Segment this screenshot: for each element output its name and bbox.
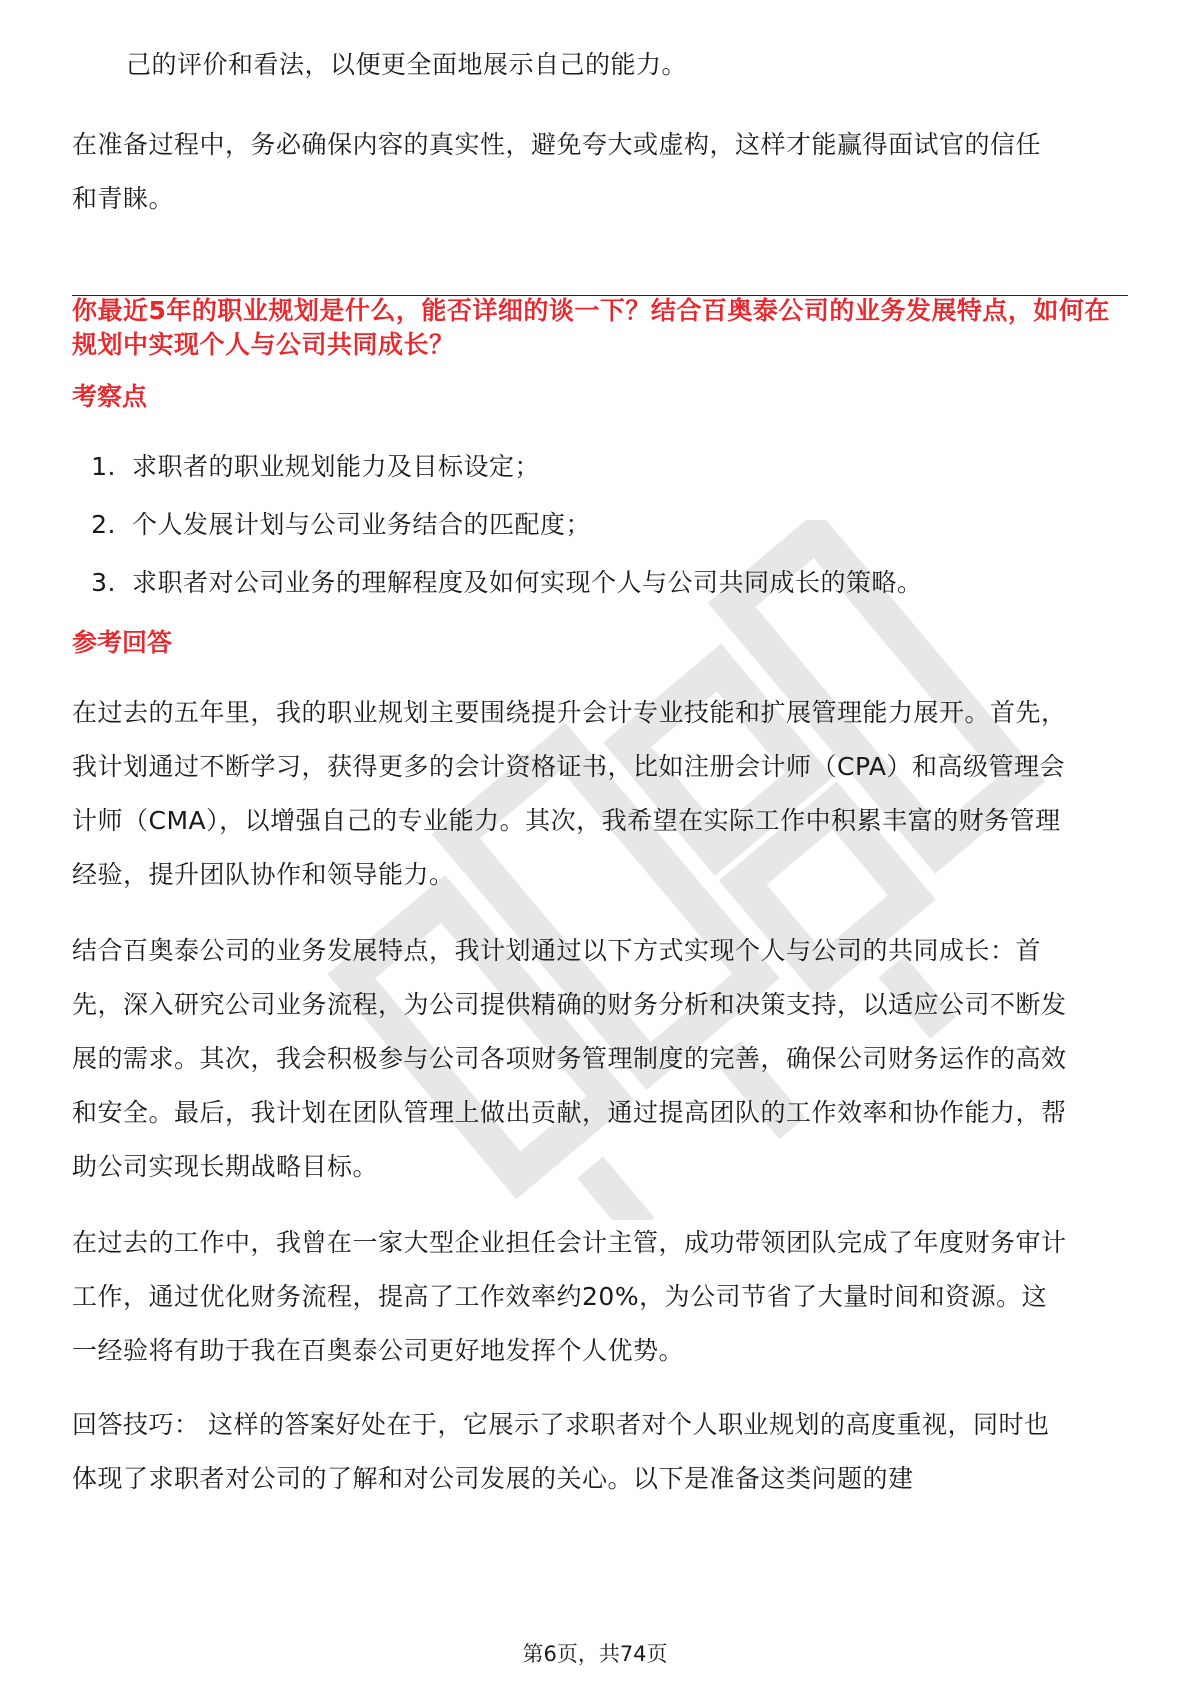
answer-paragraph: 在过去的五年里，我的职业规划主要围绕提升会计专业技能和扩展管理能力展开。首先，我计划通过不断学习，获得更多的会计资格证书，比如注册会计师（CPA）和高级管理会计师（CMA），以增强自己的专业能力。其次，我希望在实际工作中积累丰富的财务管理经验，提升团队协作和领导能力。 (72, 698, 1067, 889)
section-divider (72, 295, 1128, 296)
list-item-text: 求职者对公司业务的理解程度及如何实现个人与公司共同成长的策略。 (132, 568, 923, 597)
list-item-number: 3. (91, 568, 116, 597)
list-item (62, 554, 1128, 612)
list-item-number: 1. (91, 452, 116, 481)
reference-answer-heading: 参考回答 (72, 628, 173, 657)
continuation-text: 己的评价和看法，以便更全面地展示自己的能力。 (126, 50, 688, 79)
answer-tips-paragraph: 回答技巧： 这样的答案好处在于，它展示了求职者对个人职业规划的高度重视，同时也体现了求职者对公司的了解和对公司发展的关心。以下是准备这类问题的建 (72, 1410, 1050, 1493)
preparation-note: 在准备过程中，务必确保内容的真实性，避免夸大或虚构，这样才能赢得面试官的信任和青睐。 (72, 130, 1042, 213)
answer-paragraph: 结合百奥泰公司的业务发展特点，我计划通过以下方式实现个人与公司的共同成长：首先，深入研究公司业务流程，为公司提供精确的财务分析和决策支持，以适应公司不断发展的需求。其次，我会积极参与公司各项财务管理制度的完善，确保公司财务运作的高效和安全。最后，我计划在团队管理上做出贡献，通过提高团队的工作效率和协作能力，帮助公司实现长期战略目标。 (72, 936, 1067, 1181)
answer-paragraph: 在过去的工作中，我曾在一家大型企业担任会计主管，成功带领团队完成了年度财务审计工作，通过优化财务流程，提高了工作效率约20%，为公司节省了大量时间和资源。这一经验将有助于我在百奥泰公司更好地发挥个人优势。 (72, 1228, 1067, 1365)
list-item-number: 2. (91, 510, 116, 539)
list-item (62, 496, 1128, 554)
exam-points-heading: 考察点 (72, 382, 148, 411)
list-item (62, 438, 1128, 496)
list-item-text: 个人发展计划与公司业务结合的匹配度； (132, 510, 592, 539)
exam-points-list (62, 438, 1128, 612)
page-footer: 第6页，共74页 (522, 1642, 668, 1666)
list-item-text: 求职者的职业规划能力及目标设定； (132, 452, 541, 481)
interview-question: 你最近5年的职业规划是什么，能否详细的谈一下？结合百奥泰公司的业务发展特点，如何在规划中实现个人与公司共同成长？ (72, 296, 1110, 359)
